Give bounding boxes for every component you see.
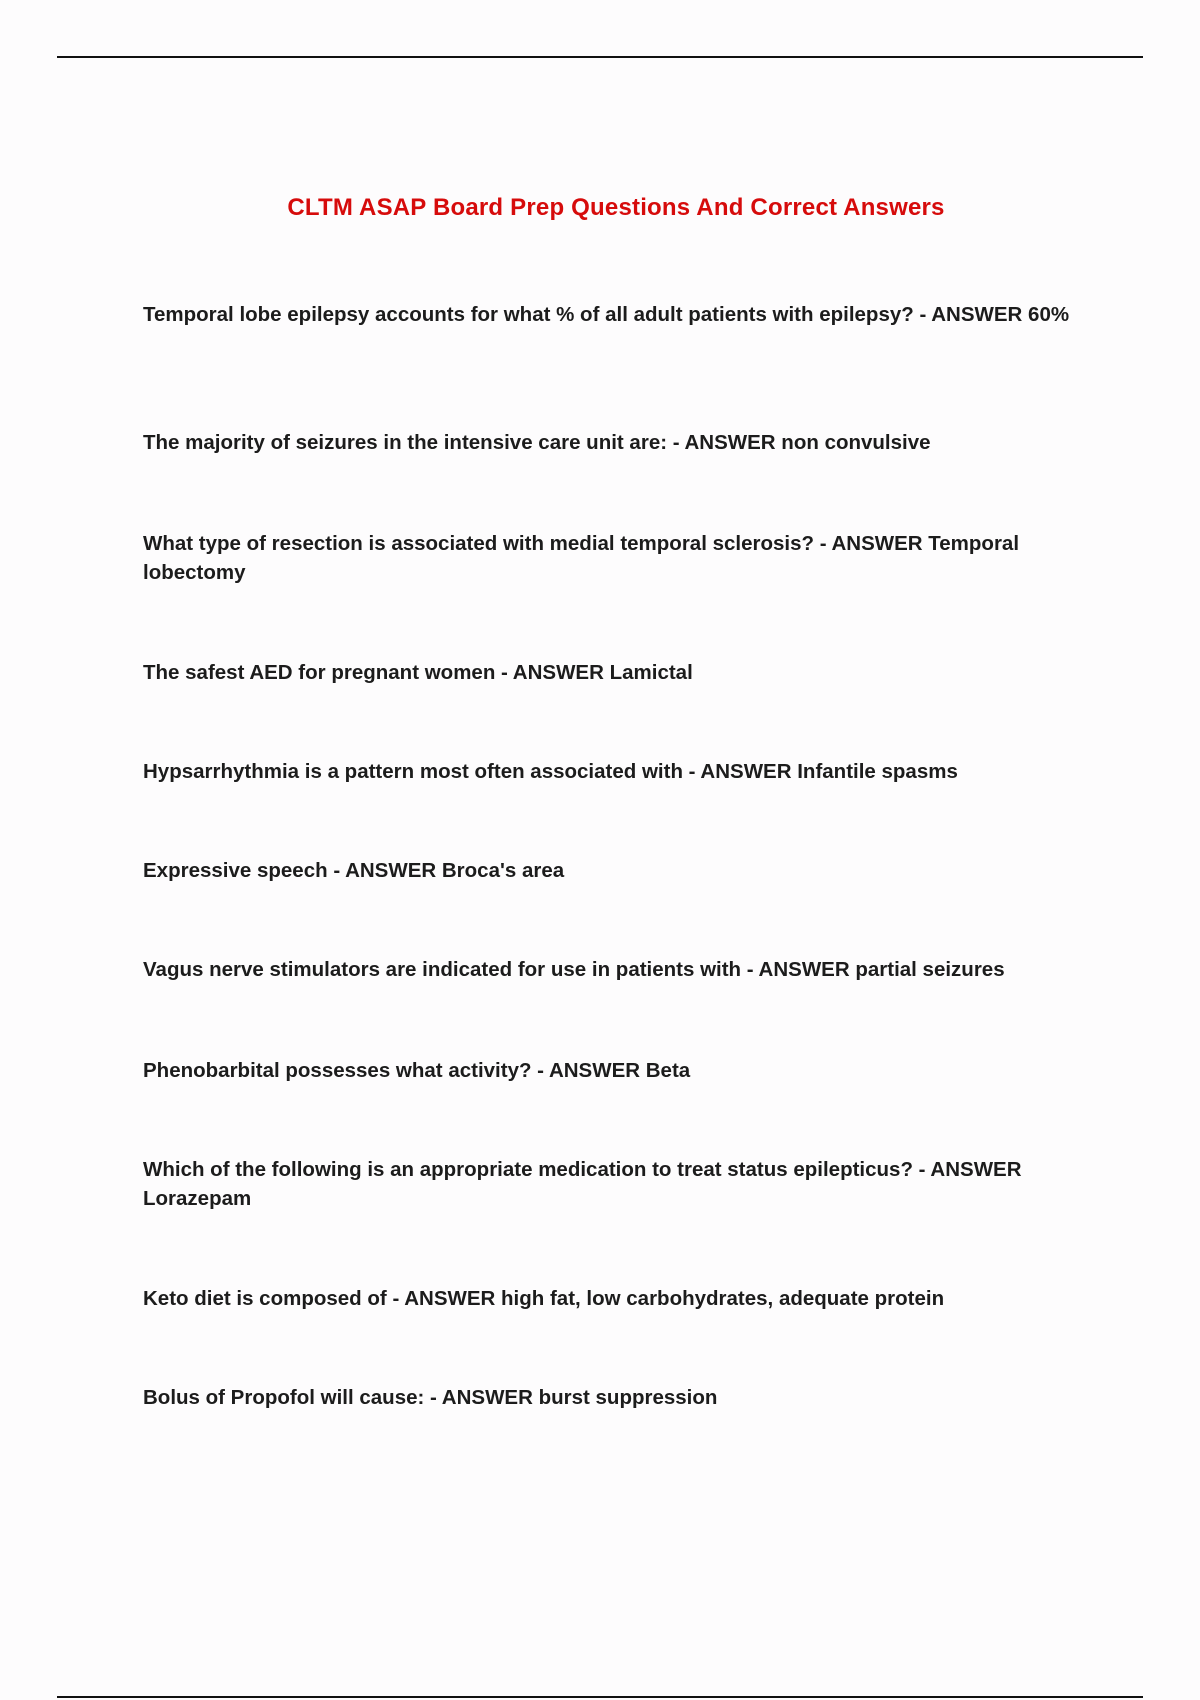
qa-item-9: Which of the following is an appropriate medication to treat status epilepticus? - ANSWER Lorazepam [143, 1158, 1022, 1210]
qa-item-6: Expressive speech - ANSWER Broca's area [143, 859, 565, 882]
qa-item-1: Temporal lobe epilepsy accounts for what % of all adult patients with epilepsy? - ANSWER 60% [143, 303, 1070, 326]
qa-item-3: What type of resection is associated with medial temporal sclerosis? - ANSWER Temporal lobectomy [143, 532, 1020, 584]
document-title: CLTM ASAP Board Prep Questions And Correct Answers [287, 194, 945, 221]
bottom-divider [57, 1696, 1143, 1698]
top-divider [57, 56, 1143, 58]
qa-item-4: The safest AED for pregnant women - ANSWER Lamictal [143, 661, 693, 684]
qa-item-8: Phenobarbital possesses what activity? - ANSWER Beta [143, 1059, 691, 1082]
qa-item-2: The majority of seizures in the intensive care unit are: - ANSWER non convulsive [143, 431, 931, 454]
qa-item-7: Vagus nerve stimulators are indicated for use in patients with - ANSWER partial seizures [143, 958, 1005, 981]
qa-item-11: Bolus of Propofol will cause: - ANSWER burst suppression [143, 1386, 718, 1409]
qa-item-10: Keto diet is composed of - ANSWER high fat, low carbohydrates, adequate protein [143, 1287, 945, 1310]
qa-item-5: Hypsarrhythmia is a pattern most often associated with - ANSWER Infantile spasms [143, 760, 958, 783]
